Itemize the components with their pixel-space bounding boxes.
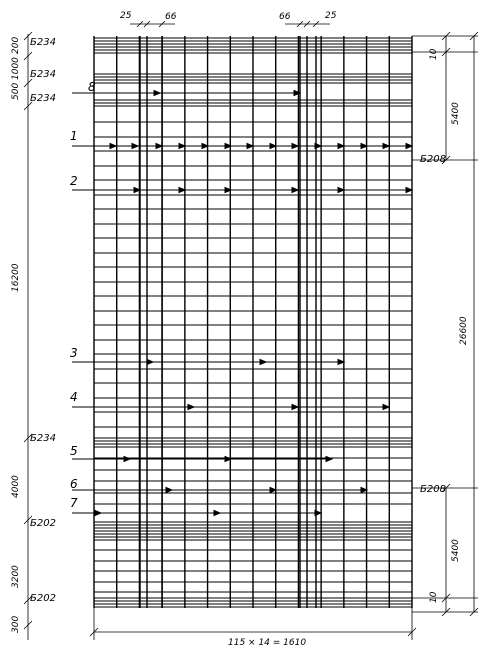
arrow-1-arrowhead [247, 144, 253, 149]
rebar-mark-4: 4 [70, 390, 78, 404]
dim-right-10-top: 10 [429, 48, 439, 60]
arrow-5-arrowhead [124, 457, 130, 462]
dim-top-25-left: 25 [120, 11, 132, 21]
dim-left-16200: 16200 [11, 263, 21, 292]
arrow-4-arrowhead [383, 405, 389, 410]
arrow-1-arrowhead [338, 144, 344, 149]
bar-label-b202-2: Б202 [30, 593, 56, 604]
arrow-3-arrowhead [147, 360, 153, 365]
dim-right-5400-top: 5400 [451, 102, 461, 125]
dim-bottom-span: 115 × 14 = 1610 [228, 638, 307, 648]
bar-label-b208-top: Б208 [420, 154, 446, 165]
arrow-1-arrowhead [132, 144, 138, 149]
arrow-2-arrowhead [292, 188, 298, 193]
arrow-1-arrowhead [383, 144, 389, 149]
arrow-7-arrowhead [95, 511, 101, 516]
rebar-mark-3: 3 [70, 346, 78, 360]
arrow-2-arrowhead [406, 188, 412, 193]
bar-label-b234-2: Б234 [30, 69, 56, 80]
dim-left-1000: 1000 [11, 57, 21, 80]
rebar-mark-2: 2 [70, 174, 78, 188]
dim-right-10-bottom: 10 [429, 591, 439, 603]
rebar-mark-1: 1 [70, 129, 78, 143]
arrow-1-arrowhead [315, 144, 321, 149]
bar-label-b234-3: Б234 [30, 93, 56, 104]
arrow-3-arrowhead [260, 360, 266, 365]
arrow-4-arrowhead [292, 405, 298, 410]
bar-label-b202-1: Б202 [30, 518, 56, 529]
dim-right-5400-bottom: 5400 [451, 539, 461, 562]
dim-left-500: 500 [11, 82, 21, 100]
dim-left-300: 300 [11, 615, 21, 633]
dimension-lines [24, 21, 478, 640]
dim-right-26600: 26600 [459, 316, 469, 345]
bar-label-b234-4: Б234 [30, 433, 56, 444]
arrow-1-arrowhead [292, 144, 298, 149]
dim-top-25-right: 25 [325, 11, 337, 21]
arrow-8-arrowhead [154, 91, 160, 96]
arrow-7-arrowhead [214, 511, 220, 516]
rebar-mark-6: 6 [70, 477, 78, 491]
arrow-1-arrowhead [406, 144, 412, 149]
arrow-5-arrowhead [326, 457, 332, 462]
bar-label-b234-1: Б234 [30, 37, 56, 48]
rebar-mark-7: 7 [70, 496, 78, 510]
arrow-1-arrowhead [179, 144, 185, 149]
dim-left-3200: 3200 [11, 565, 21, 588]
arrow-6-arrowhead [166, 488, 172, 493]
arrow-4-arrowhead [188, 405, 194, 410]
dim-left-200: 200 [11, 36, 21, 54]
bar-label-b208-bottom: Б208 [420, 484, 446, 495]
arrow-3-arrowhead [338, 360, 344, 365]
arrow-1-arrowhead [110, 144, 116, 149]
arrow-2-arrowhead [179, 188, 185, 193]
arrow-7-arrowhead [315, 511, 321, 516]
rebar-arrows [72, 91, 412, 516]
rebar-mark-8: 8 [88, 80, 96, 94]
arrow-2-arrowhead [338, 188, 344, 193]
dim-left-4000: 4000 [11, 475, 21, 498]
arrow-1-arrowhead [156, 144, 162, 149]
dim-top-66-left: 66 [165, 12, 177, 22]
rebar-mark-5: 5 [70, 444, 78, 458]
dim-top-66-right: 66 [279, 12, 291, 22]
